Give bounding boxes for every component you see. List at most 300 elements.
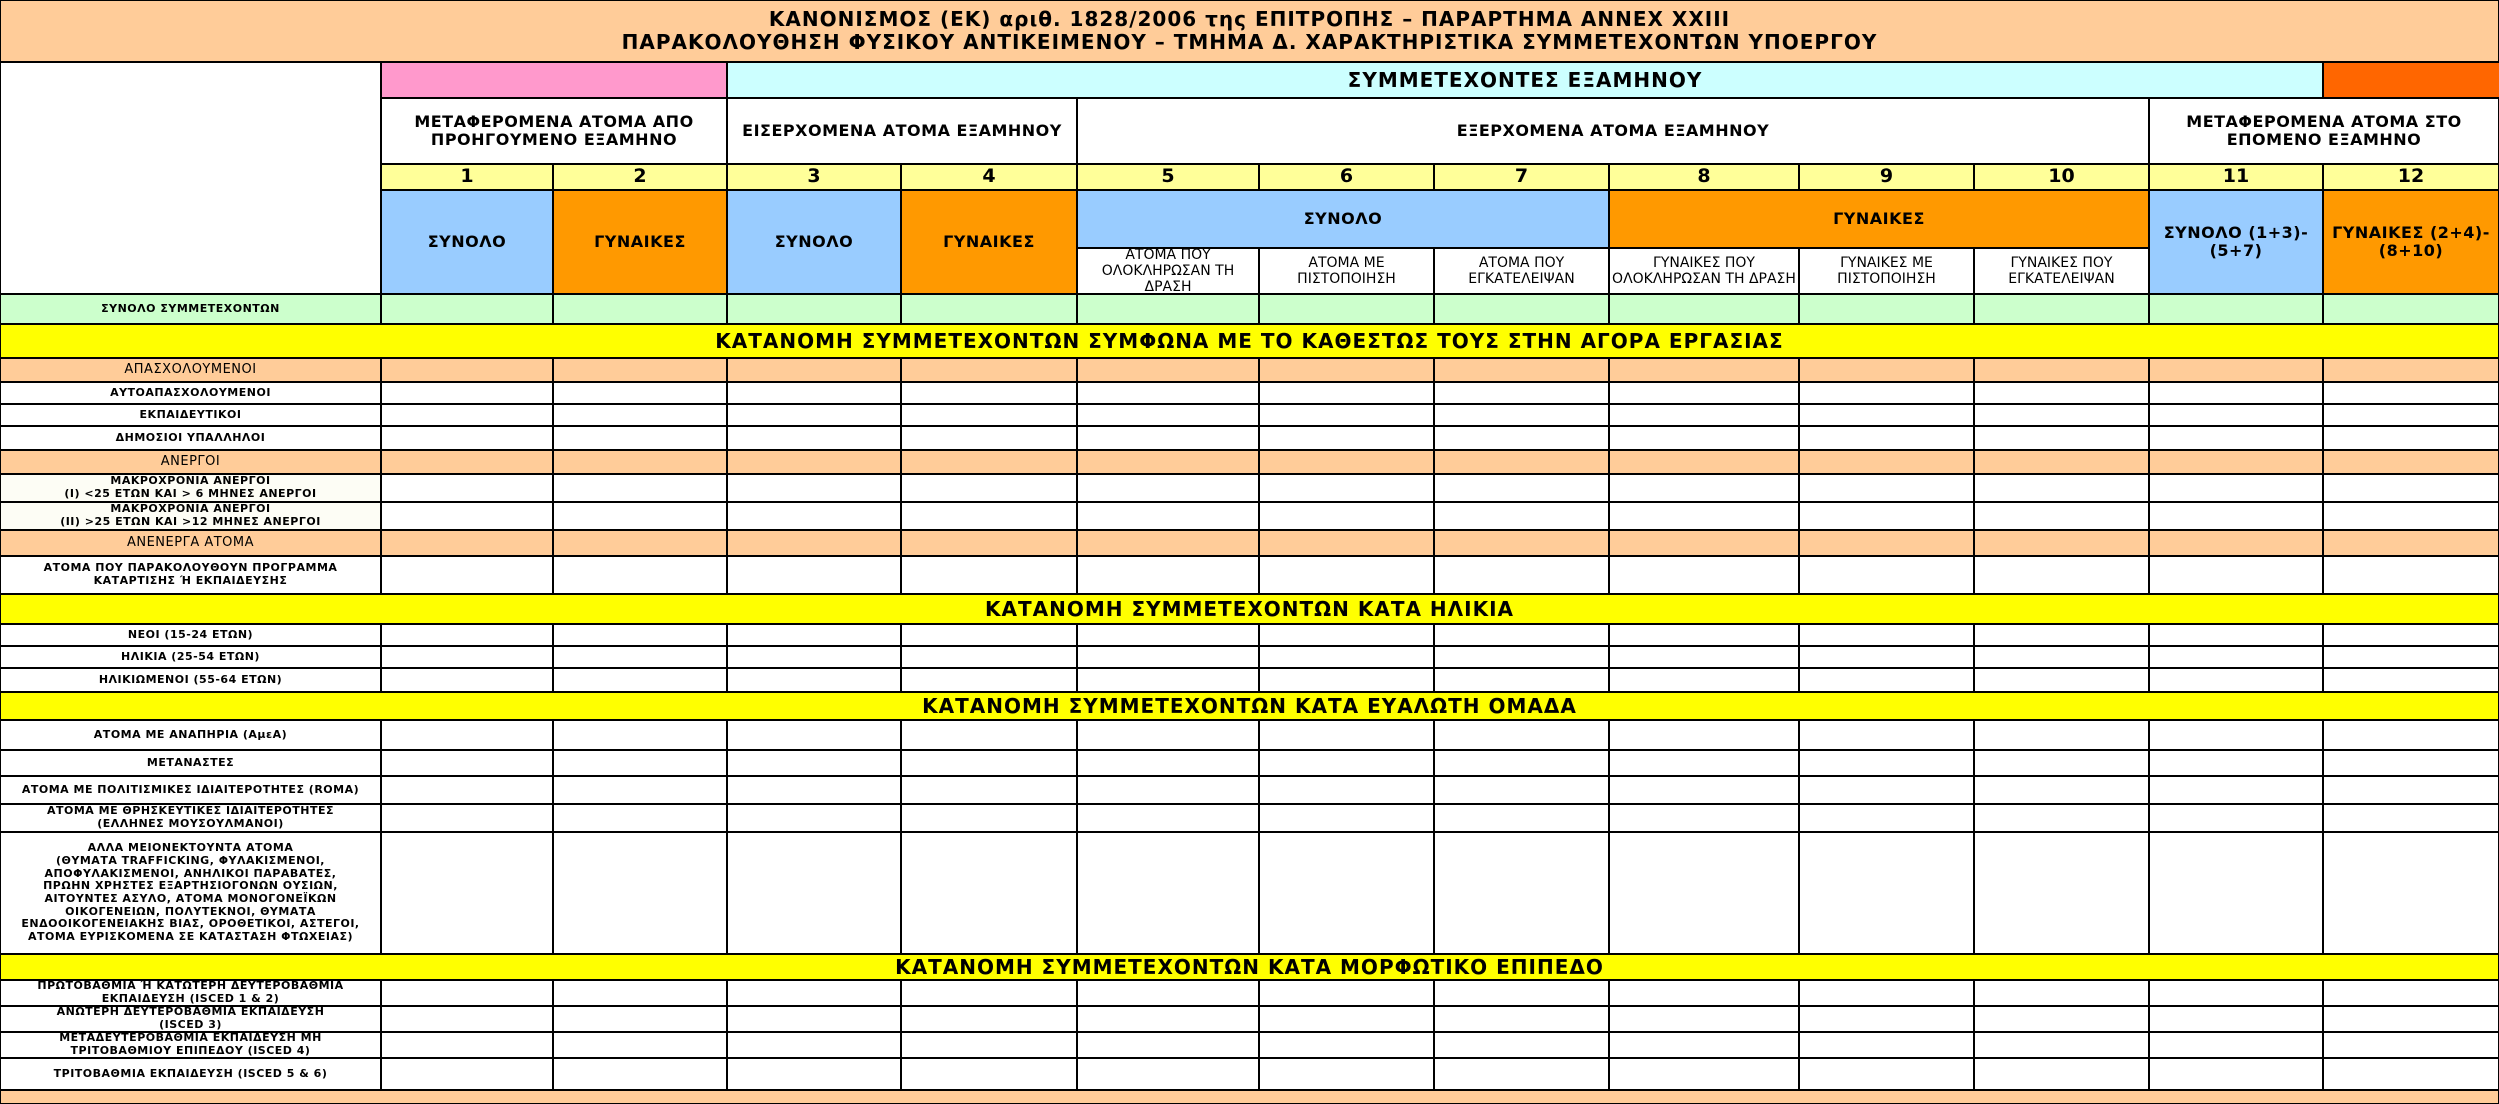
entry-cell-in-training-col-6[interactable] xyxy=(1259,556,1434,594)
entry-cell-upper-secondary-col-2[interactable] xyxy=(553,1006,727,1032)
entry-cell-self-employed-col-8[interactable] xyxy=(1609,382,1799,404)
entry-cell-tertiary-col-4[interactable] xyxy=(901,1058,1077,1090)
row-label-total-participants: ΣΥΝΟΛΟ ΣΥΜΜΕΤΕΧΟΝΤΩΝ xyxy=(0,294,381,324)
entry-cell-religious-col-5[interactable] xyxy=(1077,804,1259,832)
entry-cell-disabled-col-9[interactable] xyxy=(1799,720,1974,750)
entry-cell-self-employed-col-5[interactable] xyxy=(1077,382,1259,404)
entry-cell-religious-col-9[interactable] xyxy=(1799,804,1974,832)
entry-cell-long-term-1-col-7[interactable] xyxy=(1434,474,1609,502)
participants-semester-header: ΣΥΜΜΕΤΕΧΟΝΤΕΣ ΕΞΑΜΗΝΟΥ xyxy=(727,62,2323,98)
entry-cell-disabled-col-10[interactable] xyxy=(1974,720,2149,750)
entry-cell-roma-col-9[interactable] xyxy=(1799,776,1974,804)
entry-cell-tertiary-col-11[interactable] xyxy=(2149,1058,2323,1090)
entry-cell-long-term-2-col-2[interactable] xyxy=(553,502,727,530)
entry-cell-tertiary-col-8[interactable] xyxy=(1609,1058,1799,1090)
entry-cell-elderly-col-5[interactable] xyxy=(1077,668,1259,692)
row-label-self-employed: ΑΥΤΟΑΠΑΣΧΟΛΟΥΜΕΝΟΙ xyxy=(0,382,381,404)
entry-cell-upper-secondary-col-9[interactable] xyxy=(1799,1006,1974,1032)
entry-cell-post-secondary-col-10[interactable] xyxy=(1974,1032,2149,1058)
entry-cell-long-term-1-col-8[interactable] xyxy=(1609,474,1799,502)
row-label-elderly: ΗΛΙΚΙΩΜΕΝΟΙ (55-64 ΕΤΩΝ) xyxy=(0,668,381,692)
entry-cell-elderly-col-6[interactable] xyxy=(1259,668,1434,692)
entry-cell-primary-col-1[interactable] xyxy=(381,980,553,1006)
entry-cell-age-25-54-col-7[interactable] xyxy=(1434,646,1609,668)
entry-cell-other-minorities-col-6[interactable] xyxy=(1259,832,1434,954)
entry-cell-upper-secondary-col-4[interactable] xyxy=(901,1006,1077,1032)
entry-cell-primary-col-3[interactable] xyxy=(727,980,901,1006)
entry-cell-other-minorities-col-12[interactable] xyxy=(2323,832,2499,954)
entry-cell-unemployed-col-1[interactable] xyxy=(381,450,553,474)
entry-cell-long-term-1-col-4[interactable] xyxy=(901,474,1077,502)
entry-cell-inactive-col-3[interactable] xyxy=(727,530,901,556)
row-label-young: ΝΕΟΙ (15-24 ΕΤΩΝ) xyxy=(0,624,381,646)
entry-cell-upper-secondary-col-5[interactable] xyxy=(1077,1006,1259,1032)
entry-cell-elderly-col-4[interactable] xyxy=(901,668,1077,692)
entry-cell-disabled-col-1[interactable] xyxy=(381,720,553,750)
header-pink-band xyxy=(381,62,727,98)
entry-cell-tertiary-col-12[interactable] xyxy=(2323,1058,2499,1090)
entry-cell-employed-col-2[interactable] xyxy=(553,358,727,382)
entry-cell-total-participants-col-10[interactable] xyxy=(1974,294,2149,324)
entry-cell-in-training-col-12[interactable] xyxy=(2323,556,2499,594)
col-number-3: 3 xyxy=(727,164,901,190)
row-label-migrants: ΜΕΤΑΝΑΣΤΕΣ xyxy=(0,750,381,776)
entry-cell-disabled-col-12[interactable] xyxy=(2323,720,2499,750)
entry-cell-upper-secondary-col-7[interactable] xyxy=(1434,1006,1609,1032)
entry-cell-primary-col-10[interactable] xyxy=(1974,980,2149,1006)
entry-cell-teachers-col-2[interactable] xyxy=(553,404,727,426)
entry-cell-young-col-8[interactable] xyxy=(1609,624,1799,646)
entry-cell-post-secondary-col-5[interactable] xyxy=(1077,1032,1259,1058)
exit-subheader-9: ΓΥΝΑΙΚΕΣ ΜΕ ΠΙΣΤΟΠΟΙΗΣΗ xyxy=(1799,248,1974,294)
entry-cell-teachers-col-9[interactable] xyxy=(1799,404,1974,426)
entry-cell-long-term-2-col-9[interactable] xyxy=(1799,502,1974,530)
entry-cell-self-employed-col-7[interactable] xyxy=(1434,382,1609,404)
entry-cell-inactive-col-10[interactable] xyxy=(1974,530,2149,556)
entry-cell-employed-col-5[interactable] xyxy=(1077,358,1259,382)
entry-cell-elderly-col-2[interactable] xyxy=(553,668,727,692)
entry-cell-civil-servants-col-2[interactable] xyxy=(553,426,727,450)
entry-cell-employed-col-7[interactable] xyxy=(1434,358,1609,382)
entry-cell-migrants-col-5[interactable] xyxy=(1077,750,1259,776)
entry-cell-unemployed-col-6[interactable] xyxy=(1259,450,1434,474)
entry-cell-unemployed-col-4[interactable] xyxy=(901,450,1077,474)
row-label-primary: ΠΡΩΤΟΒΑΘΜΙΑ Ή ΚΑΤΩΤΕΡΗ ΔΕΥΤΕΡΟΒΑΘΜΙΑ ΕΚΠΑΙΔΕΥΣΗ (ISCED 1 & 2) xyxy=(0,980,381,1006)
entry-cell-roma-col-5[interactable] xyxy=(1077,776,1259,804)
entry-cell-civil-servants-col-5[interactable] xyxy=(1077,426,1259,450)
entry-cell-young-col-9[interactable] xyxy=(1799,624,1974,646)
entry-cell-migrants-col-6[interactable] xyxy=(1259,750,1434,776)
entry-cell-post-secondary-col-8[interactable] xyxy=(1609,1032,1799,1058)
entry-cell-civil-servants-col-7[interactable] xyxy=(1434,426,1609,450)
entry-cell-long-term-2-col-12[interactable] xyxy=(2323,502,2499,530)
entry-cell-self-employed-col-6[interactable] xyxy=(1259,382,1434,404)
entry-cell-inactive-col-12[interactable] xyxy=(2323,530,2499,556)
entry-cell-inactive-col-5[interactable] xyxy=(1077,530,1259,556)
entry-cell-in-training-col-7[interactable] xyxy=(1434,556,1609,594)
entry-cell-long-term-2-col-4[interactable] xyxy=(901,502,1077,530)
entry-cell-religious-col-2[interactable] xyxy=(553,804,727,832)
entry-cell-age-25-54-col-11[interactable] xyxy=(2149,646,2323,668)
entry-cell-employed-col-1[interactable] xyxy=(381,358,553,382)
entry-cell-long-term-2-col-10[interactable] xyxy=(1974,502,2149,530)
entry-cell-long-term-2-col-5[interactable] xyxy=(1077,502,1259,530)
entry-cell-post-secondary-col-11[interactable] xyxy=(2149,1032,2323,1058)
entry-cell-inactive-col-6[interactable] xyxy=(1259,530,1434,556)
entry-cell-migrants-col-3[interactable] xyxy=(727,750,901,776)
entry-cell-unemployed-col-11[interactable] xyxy=(2149,450,2323,474)
entry-cell-elderly-col-12[interactable] xyxy=(2323,668,2499,692)
entry-cell-self-employed-col-11[interactable] xyxy=(2149,382,2323,404)
entry-cell-tertiary-col-3[interactable] xyxy=(727,1058,901,1090)
entry-cell-teachers-col-10[interactable] xyxy=(1974,404,2149,426)
entry-cell-roma-col-12[interactable] xyxy=(2323,776,2499,804)
entry-cell-tertiary-col-6[interactable] xyxy=(1259,1058,1434,1090)
entry-cell-in-training-col-3[interactable] xyxy=(727,556,901,594)
entry-cell-in-training-col-2[interactable] xyxy=(553,556,727,594)
entry-cell-employed-col-9[interactable] xyxy=(1799,358,1974,382)
row-label-age-25-54: ΗΛΙΚΙΑ (25-54 ΕΤΩΝ) xyxy=(0,646,381,668)
entry-cell-in-training-col-5[interactable] xyxy=(1077,556,1259,594)
entry-cell-civil-servants-col-1[interactable] xyxy=(381,426,553,450)
entry-cell-unemployed-col-9[interactable] xyxy=(1799,450,1974,474)
entry-cell-long-term-2-col-6[interactable] xyxy=(1259,502,1434,530)
entry-cell-elderly-col-7[interactable] xyxy=(1434,668,1609,692)
entry-cell-unemployed-col-12[interactable] xyxy=(2323,450,2499,474)
entry-cell-teachers-col-3[interactable] xyxy=(727,404,901,426)
entry-cell-inactive-col-4[interactable] xyxy=(901,530,1077,556)
col1-total-header: ΣΥΝΟΛΟ xyxy=(381,190,553,294)
entry-cell-teachers-col-7[interactable] xyxy=(1434,404,1609,426)
entry-cell-post-secondary-col-3[interactable] xyxy=(727,1032,901,1058)
entry-cell-unemployed-col-8[interactable] xyxy=(1609,450,1799,474)
entry-cell-migrants-col-11[interactable] xyxy=(2149,750,2323,776)
entry-cell-primary-col-2[interactable] xyxy=(553,980,727,1006)
entry-cell-inactive-col-11[interactable] xyxy=(2149,530,2323,556)
entry-cell-age-25-54-col-5[interactable] xyxy=(1077,646,1259,668)
entry-cell-migrants-col-1[interactable] xyxy=(381,750,553,776)
entry-cell-migrants-col-8[interactable] xyxy=(1609,750,1799,776)
entry-cell-roma-col-2[interactable] xyxy=(553,776,727,804)
entry-cell-migrants-col-10[interactable] xyxy=(1974,750,2149,776)
entry-cell-post-secondary-col-12[interactable] xyxy=(2323,1032,2499,1058)
entry-cell-in-training-col-9[interactable] xyxy=(1799,556,1974,594)
row-label-employed: ΑΠΑΣΧΟΛΟΥΜΕΝΟΙ xyxy=(0,358,381,382)
entry-cell-age-25-54-col-3[interactable] xyxy=(727,646,901,668)
entry-cell-total-participants-col-3[interactable] xyxy=(727,294,901,324)
entry-cell-self-employed-col-12[interactable] xyxy=(2323,382,2499,404)
entry-cell-young-col-4[interactable] xyxy=(901,624,1077,646)
entry-cell-unemployed-col-2[interactable] xyxy=(553,450,727,474)
entry-cell-long-term-1-col-12[interactable] xyxy=(2323,474,2499,502)
row-label-other-minorities: ΑΛΛΑ ΜΕΙΟΝΕΚΤΟΥΝΤΑ ΑΤΟΜΑ (ΘΥΜΑΤΑ TRAFFICKING, ΦΥΛΑΚΙΣΜΕΝΟΙ, ΑΠΟΦΥΛΑΚΙΣΜΕΝΟΙ, ΑΝΗΛΙΚΟΙ ΠΑΡΑΒΑΤΕΣ, ΠΡΩΗΝ ΧΡΗΣΤΕΣ ΕΞΑΡΤΗΣΙΟΓΟΝΩΝ ΟΥΣΙΩΝ, ΑΙΤΟΥΝΤΕΣ ΑΣΥΛΟ, ΑΤΟΜΑ ΜΟΝΟΓΟΝΕΪΚΩΝ ΟΙΚΟΓΕΝΕΙΩΝ, ΠΟΛΥΤΕΚΝΟΙ, ΘΥΜΑΤΑ ΕΝΔΟΟΙΚΟΓΕΝΕΙΑΚΗΣ ΒΙΑΣ, ΟΡΟΘΕΤΙΚΟΙ, ΑΣΤΕΓΟΙ, ΑΤΟΜΑ ΕΥΡΙΣΚΟΜΕΝΑ ΣΕ ΚΑΤΑΣΤΑΣΗ ΦΤΩΧΕΙΑΣ) xyxy=(0,832,381,954)
entry-cell-long-term-1-col-3[interactable] xyxy=(727,474,901,502)
entry-cell-religious-col-8[interactable] xyxy=(1609,804,1799,832)
entry-cell-elderly-col-1[interactable] xyxy=(381,668,553,692)
entry-cell-roma-col-6[interactable] xyxy=(1259,776,1434,804)
entry-cell-elderly-col-3[interactable] xyxy=(727,668,901,692)
entry-cell-post-secondary-col-1[interactable] xyxy=(381,1032,553,1058)
entry-cell-young-col-2[interactable] xyxy=(553,624,727,646)
entry-cell-tertiary-col-9[interactable] xyxy=(1799,1058,1974,1090)
entry-cell-post-secondary-col-7[interactable] xyxy=(1434,1032,1609,1058)
entry-cell-age-25-54-col-1[interactable] xyxy=(381,646,553,668)
entry-cell-religious-col-6[interactable] xyxy=(1259,804,1434,832)
carried-from-previous-header: ΜΕΤΑΦΕΡΟΜΕΝΑ ΑΤΟΜΑ ΑΠΟ ΠΡΟΗΓΟΥΜΕΝΟ ΕΞΑΜΗΝΟ xyxy=(381,98,727,164)
entry-cell-upper-secondary-col-10[interactable] xyxy=(1974,1006,2149,1032)
entry-cell-young-col-5[interactable] xyxy=(1077,624,1259,646)
entry-cell-employed-col-10[interactable] xyxy=(1974,358,2149,382)
row-label-long-term-2: ΜΑΚΡΟΧΡΟΝΙΑ ΑΝΕΡΓΟΙ (ΙΙ) >25 ΕΤΩΝ ΚΑΙ >12 ΜΗΝΕΣ ΑΝΕΡΓΟΙ xyxy=(0,502,381,530)
entry-cell-civil-servants-col-10[interactable] xyxy=(1974,426,2149,450)
row-label-teachers: ΕΚΠΑΙΔΕΥΤΙΚΟΙ xyxy=(0,404,381,426)
entry-cell-civil-servants-col-6[interactable] xyxy=(1259,426,1434,450)
entry-cell-religious-col-7[interactable] xyxy=(1434,804,1609,832)
entry-cell-total-participants-col-4[interactable] xyxy=(901,294,1077,324)
entry-cell-other-minorities-col-3[interactable] xyxy=(727,832,901,954)
entry-cell-religious-col-10[interactable] xyxy=(1974,804,2149,832)
entry-cell-young-col-10[interactable] xyxy=(1974,624,2149,646)
entry-cell-teachers-col-6[interactable] xyxy=(1259,404,1434,426)
entry-cell-age-25-54-col-6[interactable] xyxy=(1259,646,1434,668)
entry-cell-migrants-col-12[interactable] xyxy=(2323,750,2499,776)
entry-cell-inactive-col-8[interactable] xyxy=(1609,530,1799,556)
entry-cell-employed-col-3[interactable] xyxy=(727,358,901,382)
entry-cell-unemployed-col-3[interactable] xyxy=(727,450,901,474)
row-label-inactive: ΑΝΕΝΕΡΓΑ ΑΤΟΜΑ xyxy=(0,530,381,556)
entry-cell-long-term-2-col-8[interactable] xyxy=(1609,502,1799,530)
entry-cell-disabled-col-8[interactable] xyxy=(1609,720,1799,750)
entry-cell-primary-col-11[interactable] xyxy=(2149,980,2323,1006)
entry-cell-tertiary-col-10[interactable] xyxy=(1974,1058,2149,1090)
entry-cell-in-training-col-8[interactable] xyxy=(1609,556,1799,594)
entry-cell-long-term-1-col-6[interactable] xyxy=(1259,474,1434,502)
entry-cell-self-employed-col-2[interactable] xyxy=(553,382,727,404)
entry-cell-roma-col-3[interactable] xyxy=(727,776,901,804)
entry-cell-disabled-col-3[interactable] xyxy=(727,720,901,750)
entry-cell-upper-secondary-col-8[interactable] xyxy=(1609,1006,1799,1032)
entry-cell-self-employed-col-4[interactable] xyxy=(901,382,1077,404)
entry-cell-self-employed-col-9[interactable] xyxy=(1799,382,1974,404)
entry-cell-roma-col-8[interactable] xyxy=(1609,776,1799,804)
entry-cell-disabled-col-11[interactable] xyxy=(2149,720,2323,750)
entry-cell-upper-secondary-col-11[interactable] xyxy=(2149,1006,2323,1032)
entry-cell-elderly-col-11[interactable] xyxy=(2149,668,2323,692)
entry-cell-teachers-col-8[interactable] xyxy=(1609,404,1799,426)
entry-cell-primary-col-9[interactable] xyxy=(1799,980,1974,1006)
entry-cell-age-25-54-col-2[interactable] xyxy=(553,646,727,668)
entry-cell-total-participants-col-11[interactable] xyxy=(2149,294,2323,324)
entry-cell-total-participants-col-6[interactable] xyxy=(1259,294,1434,324)
entry-cell-total-participants-col-9[interactable] xyxy=(1799,294,1974,324)
entry-cell-age-25-54-col-9[interactable] xyxy=(1799,646,1974,668)
entry-cell-inactive-col-2[interactable] xyxy=(553,530,727,556)
entry-cell-religious-col-4[interactable] xyxy=(901,804,1077,832)
entry-cell-migrants-col-7[interactable] xyxy=(1434,750,1609,776)
entry-cell-in-training-col-1[interactable] xyxy=(381,556,553,594)
entry-cell-young-col-6[interactable] xyxy=(1259,624,1434,646)
entry-cell-civil-servants-col-11[interactable] xyxy=(2149,426,2323,450)
entry-cell-unemployed-col-5[interactable] xyxy=(1077,450,1259,474)
entry-cell-migrants-col-9[interactable] xyxy=(1799,750,1974,776)
entry-cell-other-minorities-col-7[interactable] xyxy=(1434,832,1609,954)
entry-cell-primary-col-4[interactable] xyxy=(901,980,1077,1006)
entering-header: ΕΙΣΕΡΧΟΜΕΝΑ ΑΤΟΜΑ ΕΞΑΜΗΝΟΥ xyxy=(727,98,1077,164)
entry-cell-roma-col-7[interactable] xyxy=(1434,776,1609,804)
entry-cell-young-col-11[interactable] xyxy=(2149,624,2323,646)
entry-cell-young-col-3[interactable] xyxy=(727,624,901,646)
entry-cell-in-training-col-4[interactable] xyxy=(901,556,1077,594)
entry-cell-teachers-col-12[interactable] xyxy=(2323,404,2499,426)
col11-total-formula-header: ΣΥΝΟΛΟ (1+3)-(5+7) xyxy=(2149,190,2323,294)
entry-cell-age-25-54-col-8[interactable] xyxy=(1609,646,1799,668)
entry-cell-post-secondary-col-9[interactable] xyxy=(1799,1032,1974,1058)
entry-cell-roma-col-11[interactable] xyxy=(2149,776,2323,804)
entry-cell-long-term-2-col-11[interactable] xyxy=(2149,502,2323,530)
col-number-12: 12 xyxy=(2323,164,2499,190)
entry-cell-age-25-54-col-4[interactable] xyxy=(901,646,1077,668)
entry-cell-civil-servants-col-9[interactable] xyxy=(1799,426,1974,450)
entry-cell-self-employed-col-3[interactable] xyxy=(727,382,901,404)
entry-cell-teachers-col-1[interactable] xyxy=(381,404,553,426)
entry-cell-self-employed-col-10[interactable] xyxy=(1974,382,2149,404)
entry-cell-disabled-col-6[interactable] xyxy=(1259,720,1434,750)
row-label-upper-secondary: ΑΝΩΤΕΡΗ ΔΕΥΤΕΡΟΒΑΘΜΙΑ ΕΚΠΑΙΔΕΥΣΗ (ISCED 3) xyxy=(0,1006,381,1032)
entry-cell-unemployed-col-7[interactable] xyxy=(1434,450,1609,474)
row-label-post-secondary: ΜΕΤΑΔΕΥΤΕΡΟΒΑΘΜΙΑ ΕΚΠΑΙΔΕΥΣΗ ΜΗ ΤΡΙΤΟΒΑΘΜΙΟΥ ΕΠΙΠΕΔΟΥ (ISCED 4) xyxy=(0,1032,381,1058)
entry-cell-long-term-1-col-2[interactable] xyxy=(553,474,727,502)
entry-cell-total-participants-col-1[interactable] xyxy=(381,294,553,324)
entry-cell-other-minorities-col-8[interactable] xyxy=(1609,832,1799,954)
entry-cell-other-minorities-col-5[interactable] xyxy=(1077,832,1259,954)
entry-cell-roma-col-1[interactable] xyxy=(381,776,553,804)
entry-cell-employed-col-12[interactable] xyxy=(2323,358,2499,382)
row-label-disabled: ΑΤΟΜΑ ΜΕ ΑΝΑΠΗΡΙΑ (ΑμεΑ) xyxy=(0,720,381,750)
entry-cell-elderly-col-8[interactable] xyxy=(1609,668,1799,692)
entry-cell-long-term-1-col-5[interactable] xyxy=(1077,474,1259,502)
entry-cell-migrants-col-2[interactable] xyxy=(553,750,727,776)
entry-cell-total-participants-col-5[interactable] xyxy=(1077,294,1259,324)
entry-cell-upper-secondary-col-6[interactable] xyxy=(1259,1006,1434,1032)
entry-cell-inactive-col-1[interactable] xyxy=(381,530,553,556)
entry-cell-total-participants-col-12[interactable] xyxy=(2323,294,2499,324)
entry-cell-young-col-7[interactable] xyxy=(1434,624,1609,646)
entry-cell-total-participants-col-7[interactable] xyxy=(1434,294,1609,324)
col-number-10: 10 xyxy=(1974,164,2149,190)
entry-cell-employed-col-11[interactable] xyxy=(2149,358,2323,382)
entry-cell-long-term-1-col-1[interactable] xyxy=(381,474,553,502)
entry-cell-other-minorities-col-4[interactable] xyxy=(901,832,1077,954)
entry-cell-primary-col-5[interactable] xyxy=(1077,980,1259,1006)
entry-cell-tertiary-col-2[interactable] xyxy=(553,1058,727,1090)
entry-cell-employed-col-4[interactable] xyxy=(901,358,1077,382)
entry-cell-long-term-2-col-3[interactable] xyxy=(727,502,901,530)
entry-cell-other-minorities-col-11[interactable] xyxy=(2149,832,2323,954)
entry-cell-total-participants-col-8[interactable] xyxy=(1609,294,1799,324)
entry-cell-tertiary-col-7[interactable] xyxy=(1434,1058,1609,1090)
form-title xyxy=(0,0,2499,62)
entry-cell-roma-col-10[interactable] xyxy=(1974,776,2149,804)
entry-cell-inactive-col-9[interactable] xyxy=(1799,530,1974,556)
entry-cell-long-term-1-col-11[interactable] xyxy=(2149,474,2323,502)
entry-cell-primary-col-12[interactable] xyxy=(2323,980,2499,1006)
entry-cell-post-secondary-col-6[interactable] xyxy=(1259,1032,1434,1058)
entry-cell-self-employed-col-1[interactable] xyxy=(381,382,553,404)
entry-cell-unemployed-col-10[interactable] xyxy=(1974,450,2149,474)
exit-women-header: ΓΥΝΑΙΚΕΣ xyxy=(1609,190,2149,248)
entry-cell-long-term-2-col-7[interactable] xyxy=(1434,502,1609,530)
entry-cell-civil-servants-col-8[interactable] xyxy=(1609,426,1799,450)
entry-cell-elderly-col-10[interactable] xyxy=(1974,668,2149,692)
exit-subheader-10: ΓΥΝΑΙΚΕΣ ΠΟΥ ΕΓΚΑΤΕΛΕΙΨΑΝ xyxy=(1974,248,2149,294)
entry-cell-inactive-col-7[interactable] xyxy=(1434,530,1609,556)
section-sec-education: ΚΑΤΑΝΟΜΗ ΣΥΜΜΕΤΕΧΟΝΤΩΝ ΚΑΤΑ ΜΟΡΦΩΤΙΚΟ ΕΠΙΠΕΔΟ xyxy=(0,954,2499,980)
entry-cell-disabled-col-5[interactable] xyxy=(1077,720,1259,750)
entry-cell-teachers-col-4[interactable] xyxy=(901,404,1077,426)
entry-cell-religious-col-11[interactable] xyxy=(2149,804,2323,832)
entry-cell-long-term-2-col-1[interactable] xyxy=(381,502,553,530)
entry-cell-young-col-12[interactable] xyxy=(2323,624,2499,646)
entry-cell-civil-servants-col-3[interactable] xyxy=(727,426,901,450)
entry-cell-tertiary-col-5[interactable] xyxy=(1077,1058,1259,1090)
entry-cell-disabled-col-2[interactable] xyxy=(553,720,727,750)
entry-cell-total-participants-col-2[interactable] xyxy=(553,294,727,324)
entry-cell-roma-col-4[interactable] xyxy=(901,776,1077,804)
entry-cell-long-term-1-col-9[interactable] xyxy=(1799,474,1974,502)
entry-cell-primary-col-8[interactable] xyxy=(1609,980,1799,1006)
entry-cell-upper-secondary-col-3[interactable] xyxy=(727,1006,901,1032)
entry-cell-religious-col-1[interactable] xyxy=(381,804,553,832)
entry-cell-upper-secondary-col-1[interactable] xyxy=(381,1006,553,1032)
entry-cell-elderly-col-9[interactable] xyxy=(1799,668,1974,692)
col3-total-header: ΣΥΝΟΛΟ xyxy=(727,190,901,294)
entry-cell-religious-col-3[interactable] xyxy=(727,804,901,832)
entry-cell-in-training-col-11[interactable] xyxy=(2149,556,2323,594)
entry-cell-employed-col-8[interactable] xyxy=(1609,358,1799,382)
entry-cell-civil-servants-col-12[interactable] xyxy=(2323,426,2499,450)
exiting-header: ΕΞΕΡΧΟΜΕΝΑ ΑΤΟΜΑ ΕΞΑΜΗΝΟΥ xyxy=(1077,98,2149,164)
bottom-border-strip xyxy=(0,1090,2499,1104)
entry-cell-disabled-col-4[interactable] xyxy=(901,720,1077,750)
entry-cell-other-minorities-col-1[interactable] xyxy=(381,832,553,954)
entry-cell-religious-col-12[interactable] xyxy=(2323,804,2499,832)
entry-cell-in-training-col-10[interactable] xyxy=(1974,556,2149,594)
entry-cell-long-term-1-col-10[interactable] xyxy=(1974,474,2149,502)
entry-cell-teachers-col-11[interactable] xyxy=(2149,404,2323,426)
entry-cell-age-25-54-col-12[interactable] xyxy=(2323,646,2499,668)
entry-cell-post-secondary-col-2[interactable] xyxy=(553,1032,727,1058)
row-label-long-term-1: ΜΑΚΡΟΧΡΟΝΙΑ ΑΝΕΡΓΟΙ (Ι) <25 ΕΤΩΝ ΚΑΙ > 6 ΜΗΝΕΣ ΑΝΕΡΓΟΙ xyxy=(0,474,381,502)
exit-total-header: ΣΥΝΟΛΟ xyxy=(1077,190,1609,248)
entry-cell-disabled-col-7[interactable] xyxy=(1434,720,1609,750)
row-label-roma: ΑΤΟΜΑ ΜΕ ΠΟΛΙΤΙΣΜΙΚΕΣ ΙΔΙΑΙΤΕΡΟΤΗΤΕΣ (ROMA) xyxy=(0,776,381,804)
entry-cell-teachers-col-5[interactable] xyxy=(1077,404,1259,426)
entry-cell-other-minorities-col-10[interactable] xyxy=(1974,832,2149,954)
entry-cell-upper-secondary-col-12[interactable] xyxy=(2323,1006,2499,1032)
entry-cell-other-minorities-col-2[interactable] xyxy=(553,832,727,954)
entry-cell-young-col-1[interactable] xyxy=(381,624,553,646)
entry-cell-other-minorities-col-9[interactable] xyxy=(1799,832,1974,954)
entry-cell-migrants-col-4[interactable] xyxy=(901,750,1077,776)
entry-cell-primary-col-6[interactable] xyxy=(1259,980,1434,1006)
entry-cell-post-secondary-col-4[interactable] xyxy=(901,1032,1077,1058)
entry-cell-employed-col-6[interactable] xyxy=(1259,358,1434,382)
col2-women-header: ΓΥΝΑΙΚΕΣ xyxy=(553,190,727,294)
entry-cell-tertiary-col-1[interactable] xyxy=(381,1058,553,1090)
entry-cell-primary-col-7[interactable] xyxy=(1434,980,1609,1006)
entry-cell-age-25-54-col-10[interactable] xyxy=(1974,646,2149,668)
entry-cell-civil-servants-col-4[interactable] xyxy=(901,426,1077,450)
